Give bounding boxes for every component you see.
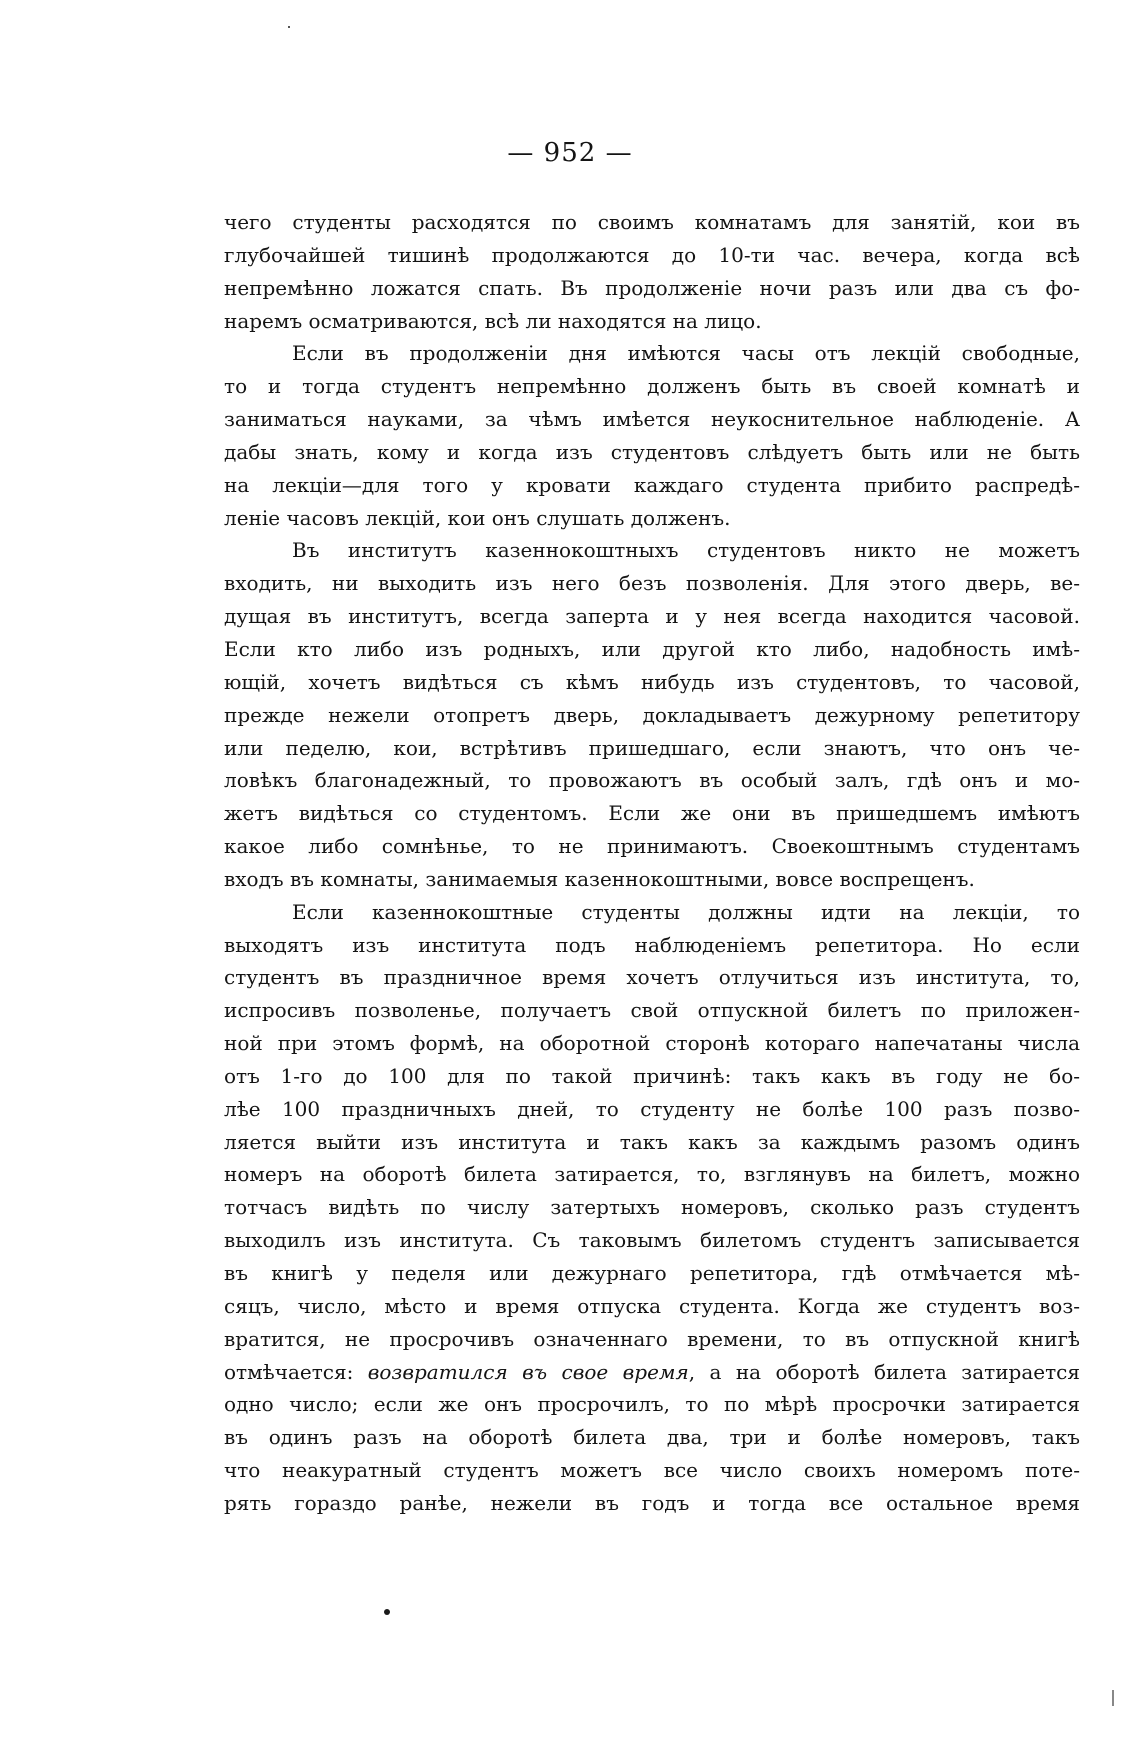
text-line: испросивъ позволенье, получаетъ свой отпускной билетъ по приложен- [224, 998, 1080, 1023]
text-line: вратится, не просрочивъ означеннаго времени, то въ отпускной книгѣ [224, 1326, 1080, 1351]
text-segment: отмѣчается: [224, 1359, 368, 1384]
text-line: заниматься науками, за чѣмъ имѣется неукоснительное наблюденіе. А [224, 407, 1080, 432]
text-line: Если кто либо изъ родныхъ, или другой кто либо, надобность имѣ- [224, 636, 1080, 661]
text-line: отъ 1-го до 100 для по такой причинѣ: такъ какъ въ году не бо- [224, 1063, 1080, 1088]
text-line: чего студенты расходятся по своимъ комнатамъ для занятій, кои въ [224, 210, 1080, 234]
text-line: наремъ осматриваются, всѣ ли находятся на лицо. [224, 308, 762, 333]
print-dot [384, 1609, 390, 1615]
text-line: какое либо сомнѣнье, то не принимаютъ. Своекоштнымъ студентамъ [224, 834, 1080, 859]
text-line: одно число; если же онъ просрочилъ, то по мѣрѣ просрочки затирается [224, 1392, 1080, 1417]
text-line: выходятъ изъ института подъ наблюденіемъ репетитора. Но если [224, 932, 1080, 957]
text-line: Если въ продолженіи дня имѣются часы отъ лекцій свободные, [292, 341, 1080, 366]
body-text [224, 206, 1080, 1520]
text-line: ляется выйти изъ института и такъ какъ за каждымъ разомъ одинъ [224, 1129, 1080, 1154]
text-line: глубочайшей тишинѣ продолжаются до 10-ти час. вечера, когда всѣ [224, 242, 1080, 267]
text-line: дущая въ институтъ, всегда заперта и у нея всегда находится часовой. [224, 604, 1080, 629]
text-line: то и тогда студентъ непремѣнно долженъ быть въ своей комнатѣ и [224, 374, 1080, 399]
page-number: — 952 — [507, 138, 633, 168]
text-line: ной при этомъ формѣ, на оборотной сторонѣ котораго напечатаны числа [224, 1031, 1080, 1056]
text-line: въ одинъ разъ на оборотѣ билета два, три и болѣе номеровъ, такъ [224, 1425, 1080, 1450]
text-line: номеръ на оборотѣ билета затирается, то, взглянувъ на билетъ, можно [224, 1162, 1080, 1187]
text-line: лѣе 100 праздничныхъ дней, то студенту не болѣе 100 разъ позво- [224, 1096, 1080, 1121]
text-line: студентъ въ праздничное время хочетъ отлучиться изъ института, то, [224, 965, 1080, 990]
text-line: сяцъ, число, мѣсто и время отпуска студента. Когда же студентъ воз- [224, 1293, 1080, 1318]
italic-phrase: возвратился въ свое время [367, 1359, 689, 1384]
text-line: непремѣнно ложатся спать. Въ продолженіе ночи разъ или два съ фо- [224, 275, 1080, 300]
text-line [224, 1356, 1080, 1389]
text-line: входъ въ комнаты, занимаемыя казеннокоштными, вовсе воспрещенъ. [224, 866, 975, 891]
text-line: дабы знать, кому и когда изъ студентовъ слѣдуетъ быть или не быть [224, 439, 1080, 464]
page-edge-mark [1112, 1690, 1114, 1706]
text-line: рять гораздо ранѣе, нежели въ годъ и тогда все остальное время [224, 1490, 1080, 1515]
text-line: ющій, хочетъ видѣться съ кѣмъ нибудь изъ студентовъ, то часовой, [224, 669, 1080, 694]
text-line: Если казеннокоштные студенты должны идти на лекціи, то [292, 899, 1080, 924]
text-line: что неакуратный студентъ можетъ все число своихъ номеромъ поте- [224, 1458, 1080, 1483]
text-line: Въ институтъ казеннокоштныхъ студентовъ никто не можетъ [292, 538, 1080, 563]
text-segment: , а на оборотѣ билета затирается [688, 1359, 1080, 1384]
text-line: выходилъ изъ института. Съ таковымъ билетомъ студентъ записывается [224, 1228, 1080, 1253]
text-line: ловѣкъ благонадежный, то провожаютъ въ особый залъ, гдѣ онъ и мо- [224, 768, 1080, 793]
text-line: входить, ни выходить изъ него безъ позволенія. Для этого дверь, ве- [224, 571, 1080, 596]
text-line: прежде нежели отопретъ дверь, докладываетъ дежурному репетитору [224, 702, 1080, 727]
text-line: на лекціи—для того у кровати каждаго студента прибито распредѣ- [224, 472, 1080, 497]
text-line: въ книгѣ у педеля или дежурнаго репетитора, гдѣ отмѣчается мѣ- [224, 1261, 1080, 1285]
print-speck [288, 26, 290, 28]
text-line: или педелю, кои, встрѣтивъ пришедшаго, если знаютъ, что онъ че- [224, 735, 1080, 760]
text-line: тотчасъ видѣть по числу затертыхъ номеровъ, сколько разъ студентъ [224, 1195, 1080, 1220]
text-line: леніе часовъ лекцій, кои онъ слушать долженъ. [224, 505, 731, 530]
text-line: жетъ видѣться со студентомъ. Если же они въ пришедшемъ имѣютъ [224, 801, 1080, 826]
